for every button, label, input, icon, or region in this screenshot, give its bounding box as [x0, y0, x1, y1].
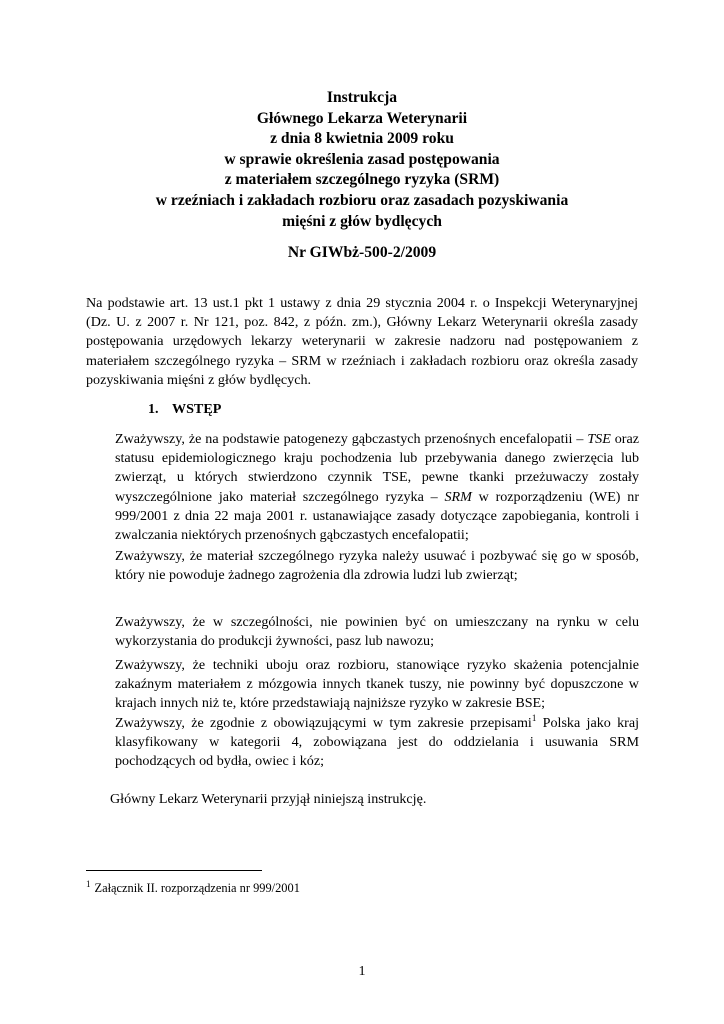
title-line: w rzeźniach i zakładach rozbioru oraz zasadach pozyskiwania — [155, 191, 569, 209]
title-line: z materiałem szczególnego ryzyka (SRM) — [224, 171, 500, 189]
paragraph-3: Zważywszy, że w szczególności, nie powinien być on umieszczany na rynku w celu wykorzystania do produkcji żywności, pasz lub nawozu; — [115, 614, 639, 650]
tse-term: TSE — [587, 431, 611, 447]
section-number: 1. — [148, 401, 159, 417]
footnote-number: 1 — [86, 879, 91, 889]
paragraph-1 — [115, 430, 639, 545]
title-line: Głównego Lekarza Weterynarii — [256, 109, 468, 127]
title-line: mięśni z głów bydlęcych — [282, 212, 442, 230]
intro-paragraph: Na podstawie art. 13 ust.1 pkt 1 ustawy z dnia 29 stycznia 2004 r. o Inspekcji Weterynaryjnej (Dz. U. z 2007 r. Nr 121, poz. 842, z późn. zm.), Główny Lekarz Weterynarii określa zasady postępowania urzędowych lekarzy weterynarii w zakresie nadzoru nad postępowaniem z materiałem szczególnego ryzyka – SRM w rzeźniach i zakładach rozbioru oraz określa zasady pozyskiwania mięśni z głów bydlęcych. — [86, 295, 638, 388]
title-line: Instrukcja — [326, 89, 398, 106]
title-line: w sprawie określenia zasad postępowania — [224, 150, 500, 168]
document-title — [0, 88, 724, 232]
section-title: WSTĘP — [172, 401, 222, 417]
paragraph-2: Zważywszy, że materiał szczególnego ryzyka należy usuwać i pozbywać się go w sposób, który nie powoduje żadnego zagrożenia dla zdrowia ludzi lub zwierząt; — [115, 548, 639, 584]
paragraph-5 — [115, 714, 639, 772]
page-number: 1 — [358, 963, 366, 979]
footnote-text: Załącznik II. rozporządzenia nr 999/2001 — [94, 881, 300, 895]
paragraph-text: Zważywszy, że zgodnie z obowiązującymi w tym zakresie przepisami — [115, 715, 532, 731]
paragraph-text: w rozporządzeniu (WE) nr 999/2001 z dnia 22 maja 2001 r. ustanawiające zasady dotyczące zapobiegania, kontroli i zwalczania niektórych przenośnych gąbczastych encefalopatii; — [115, 488, 640, 544]
footnote-reference: 1 — [531, 713, 537, 723]
paragraph-text: Zważywszy, że na podstawie patogenezy gąbczastych przenośnych encefalopatii – — [115, 431, 588, 447]
section-heading — [148, 401, 221, 418]
closing-statement: Główny Lekarz Weterynarii przyjął niniejszą instrukcję. — [110, 791, 427, 807]
paragraph-text: Polska jako kraj klasyfikowany w kategorii 4, zobowiązana jest do oddzielania i usuwania SRM pochodzących od bydła, owiec i kóz; — [115, 715, 639, 770]
srm-term: SRM — [444, 488, 472, 505]
document-number: Nr GIWbż-500-2/2009 — [287, 244, 437, 261]
paragraph-text: oraz statusu epidemiologicznego kraju pochodzenia lub przebywania danego zwierzęcia lub zwierząt, u których stwierdzono czynnik TSE, pewne tkanki przeżuwaczy zostały wyszczególnione jako materiał szczególnego ryzyka – — [115, 431, 640, 505]
footnote-divider — [86, 870, 262, 871]
title-line: z dnia 8 kwietnia 2009 roku — [270, 130, 454, 148]
paragraph-4: Zważywszy, że techniki uboju oraz rozbioru, stanowiące ryzyko skażenia potencjalnie zakaźnym materiałem z mózgowia innych tkanek tuszy, nie powinny być dopuszczone w krajach innych niż te, które przedstawiają najniższe ryzyko w zakresie BSE; — [115, 657, 639, 712]
footnote — [86, 879, 300, 896]
